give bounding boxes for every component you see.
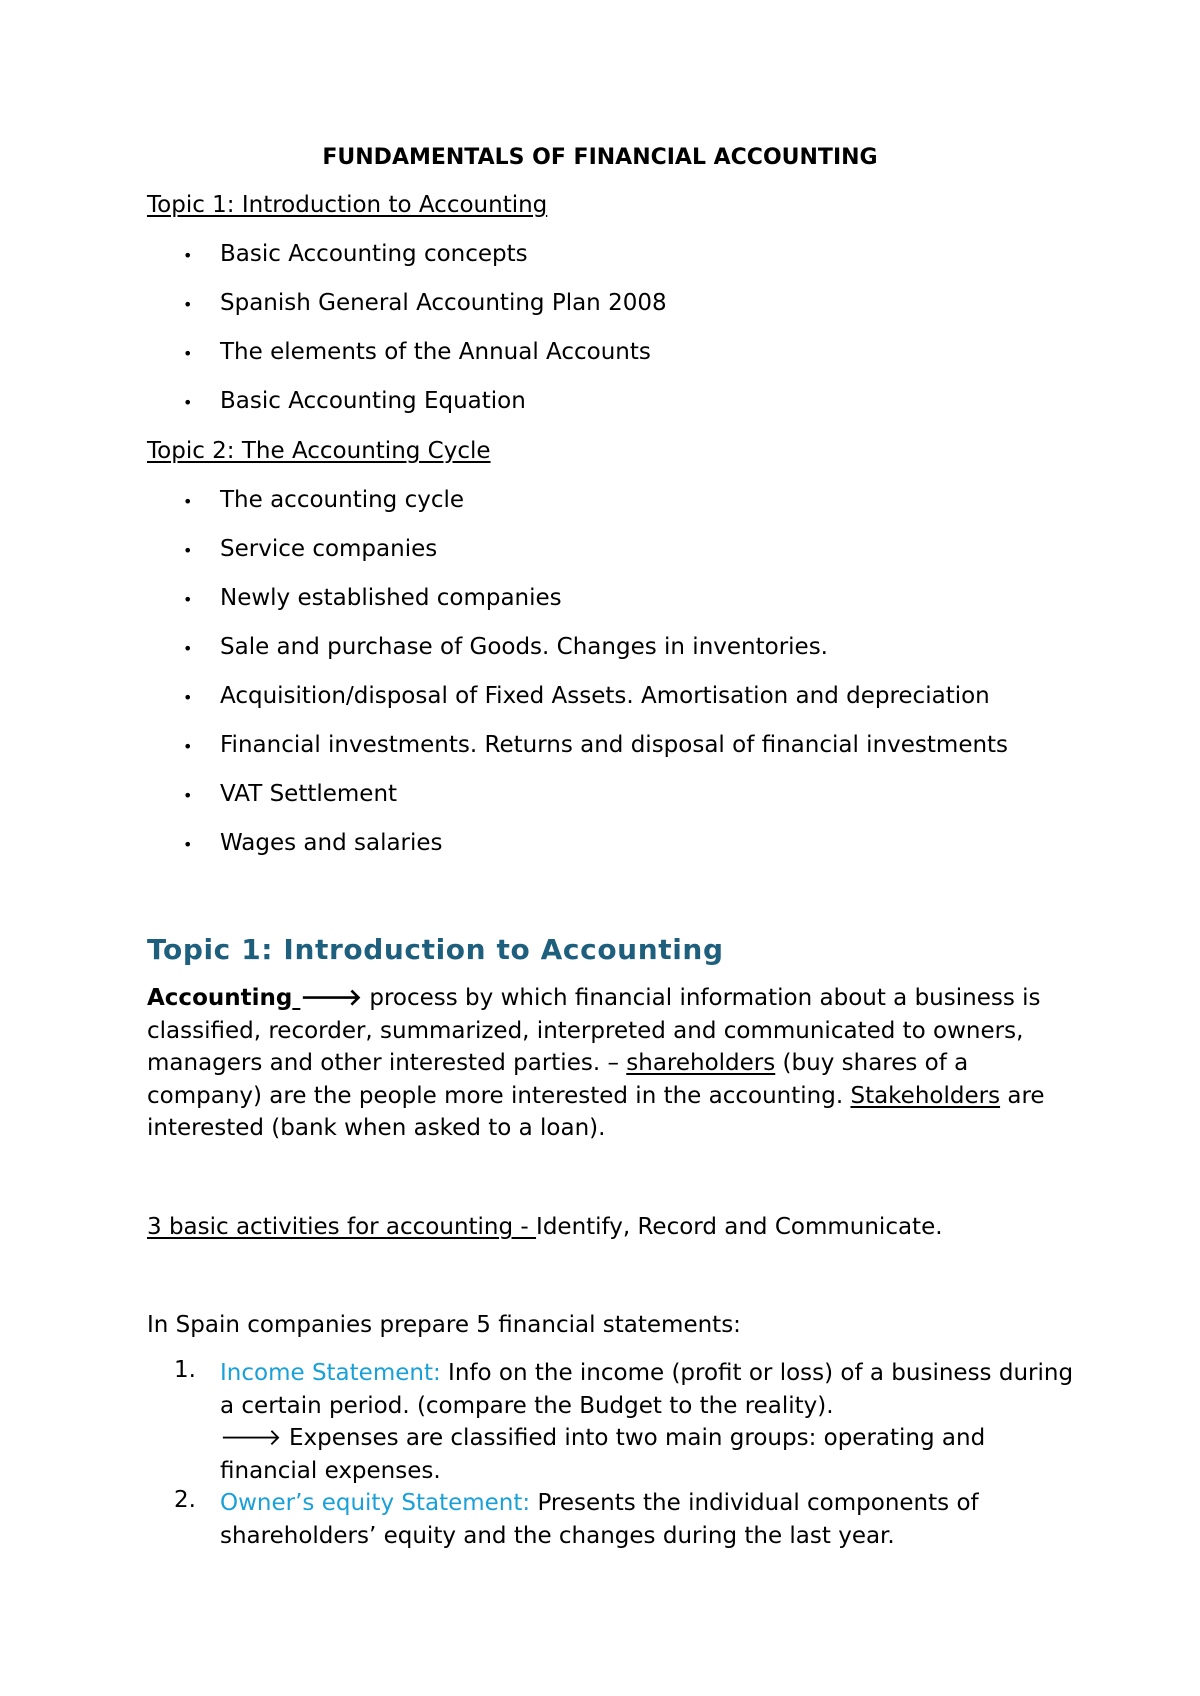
list-item: Spanish General Accounting Plan 2008: [220, 290, 667, 316]
list-number: 2.: [174, 1487, 196, 1513]
section-heading: Topic 1: Introduction to Accounting: [147, 933, 724, 966]
list-item: The accounting cycle: [220, 487, 465, 513]
bullet-icon: •: [183, 835, 193, 854]
bullet-icon: •: [183, 246, 193, 265]
bullet-icon: •: [183, 786, 193, 805]
bullet-icon: •: [183, 492, 193, 511]
stakeholders-term: Stakeholders: [850, 1082, 1001, 1109]
activities-line: [147, 1211, 1072, 1244]
document-title: FUNDAMENTALS OF FINANCIAL ACCOUNTING: [322, 145, 878, 170]
definition-text: are interested (bank when asked to a loan).: [147, 1082, 1045, 1141]
list-item: Acquisition/disposal of Fixed Assets. Amortisation and depreciation: [220, 683, 990, 709]
activities-label: 3 basic activities for accounting -: [147, 1214, 537, 1240]
statement-name: Income Statement:: [220, 1360, 441, 1386]
bullet-icon: •: [183, 639, 193, 658]
bullet-icon: •: [183, 541, 193, 560]
definition-text: process by which financial information about a business is classified, recorder, summarized, interpreted and communicated to owners, managers and other interested parties. –: [147, 985, 1041, 1076]
topic2-index-link[interactable]: Topic 2: The Accounting Cycle: [147, 438, 491, 464]
list-item: [220, 1357, 1080, 1487]
activities-text: Identify, Record and Communicate.: [536, 1214, 943, 1240]
list-item: Sale and purchase of Goods. Changes in inventories.: [220, 634, 828, 660]
list-item: Basic Accounting Equation: [220, 388, 526, 414]
statement-text: Presents the individual components of shareholders’ equity and the changes during the last year.: [220, 1490, 979, 1549]
statement-name: Owner’s equity Statement:: [220, 1490, 531, 1516]
bullet-icon: •: [183, 344, 193, 363]
statement-text: Expenses are classified into two main groups: operating and financial expenses.: [220, 1425, 986, 1484]
list-item: Basic Accounting concepts: [220, 241, 528, 267]
term-accounting: Accounting: [147, 985, 293, 1011]
list-item: Newly established companies: [220, 585, 562, 611]
list-item: The elements of the Annual Accounts: [220, 339, 651, 365]
list-item: [220, 1487, 1080, 1552]
arrow-icon: 🡒: [300, 985, 363, 1011]
topic1-index-link[interactable]: Topic 1: Introduction to Accounting: [147, 192, 548, 218]
bullet-icon: •: [183, 295, 193, 314]
shareholders-term: shareholders: [626, 1050, 776, 1076]
list-number: 1.: [174, 1357, 196, 1383]
bullet-icon: •: [183, 737, 193, 756]
bullet-icon: •: [183, 590, 193, 609]
list-item: Wages and salaries: [220, 830, 443, 856]
list-item: Financial investments. Returns and disposal of financial investments: [220, 732, 1009, 758]
list-item: Service companies: [220, 536, 438, 562]
definition-text: (buy shares of a company) are the people more interested in the accounting.: [147, 1050, 969, 1109]
arrow-icon: 🡒: [220, 1425, 282, 1451]
accounting-definition: [147, 982, 1072, 1145]
bullet-icon: •: [183, 688, 193, 707]
list-item: VAT Settlement: [220, 781, 398, 807]
statements-intro: In Spain companies prepare 5 financial statements:: [147, 1312, 741, 1338]
bullet-icon: •: [183, 393, 193, 412]
statement-text: Info on the income (profit or loss) of a business during a certain period. (compare the Budget to the reality).: [220, 1360, 1074, 1419]
